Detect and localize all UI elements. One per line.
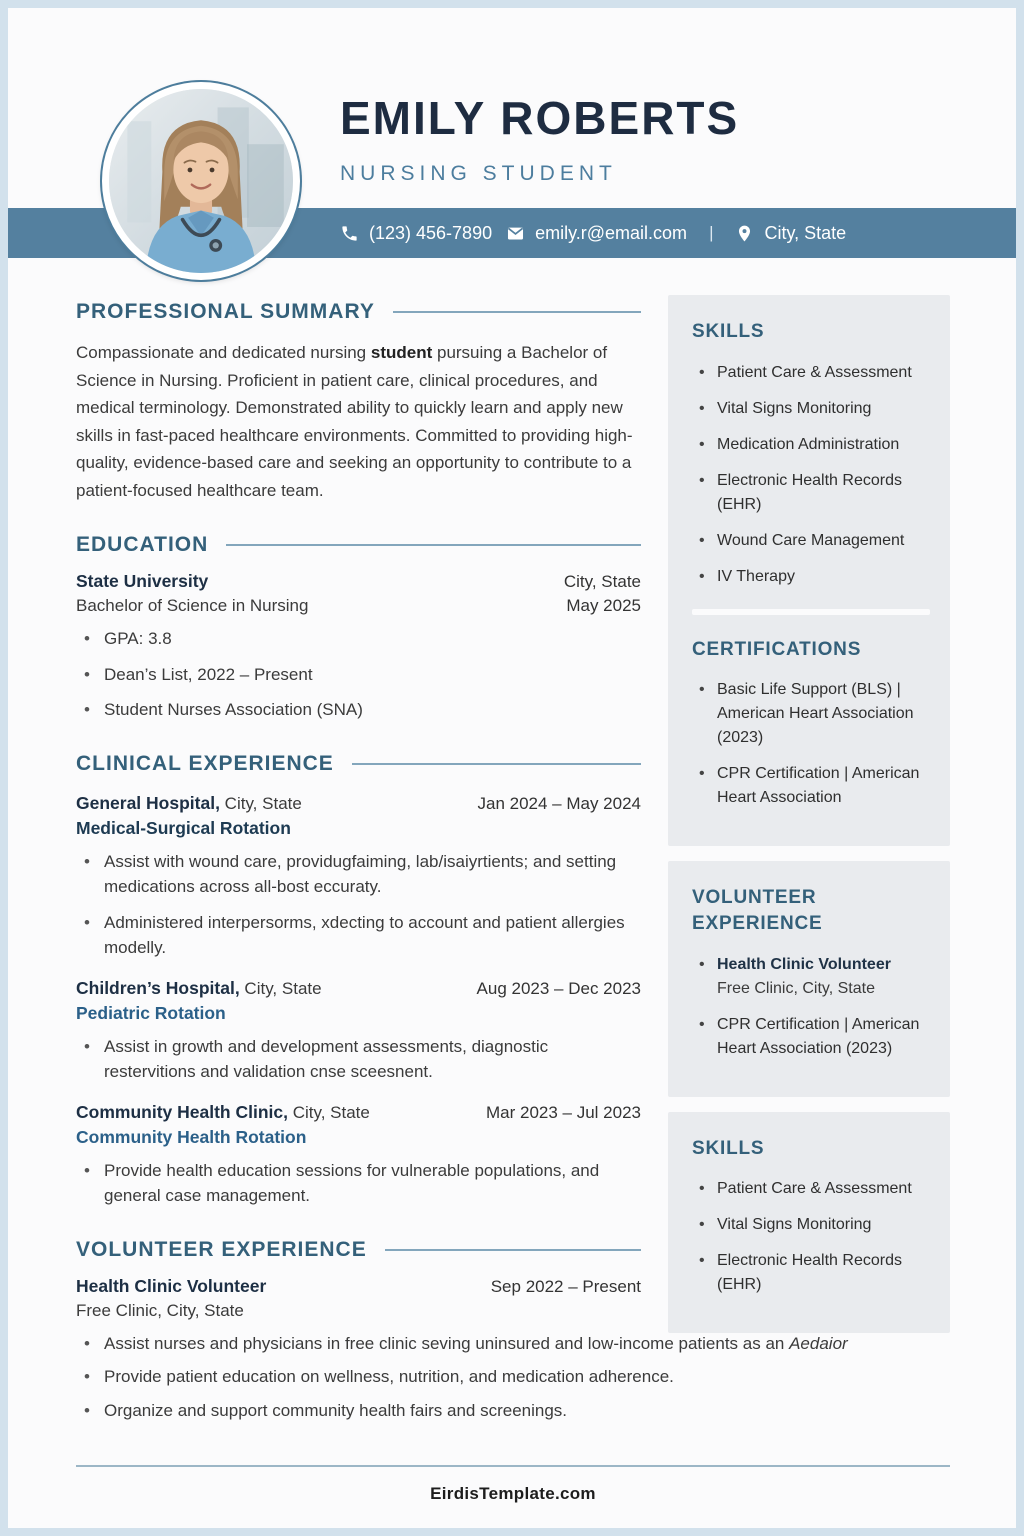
heading-rule <box>352 763 641 765</box>
sidebar-volunteer-item: • CPR Certification | American Heart Association (2023) <box>692 1013 930 1061</box>
heading-rule <box>393 311 641 313</box>
skill-item: • Vital Signs Monitoring <box>692 397 930 421</box>
entry-bullet-list <box>76 1158 641 1209</box>
entry-employer: Community Health Clinic, City, State <box>76 1101 370 1122</box>
education-date: May 2025 <box>566 596 641 616</box>
education-bullet-list <box>76 626 641 723</box>
education-school: State University <box>76 571 209 592</box>
skill-item: • Electronic Health Records (EHR) <box>692 1249 930 1297</box>
education-degree: Bachelor of Science in Nursing <box>76 596 309 616</box>
volunteer-dates: Sep 2022 – Present <box>490 1276 641 1296</box>
section-education <box>76 533 641 723</box>
skill-item: • Patient Care & Assessment <box>692 361 930 385</box>
email-address: emily.r@email.com <box>535 222 688 243</box>
sidebar <box>668 295 950 1348</box>
location-text: City, State <box>764 222 847 243</box>
skill-item: • Electronic Health Records (EHR) <box>692 469 930 517</box>
entry-role: Community Health Rotation <box>76 1126 307 1147</box>
entry-bullet-list <box>76 849 641 961</box>
heading-rule <box>226 544 641 546</box>
summary-paragraph: Compassionate and dedicated nursing student pursuing a Bachelor of Science in Nursing. Proficient in patient care, clinical procedures, and medical terminology. Demonstrated ability to quickly learn and apply new skills in fast-paced healthcare environments. Committed to providing high-quality, evidence-based care and seeking an opportunity to contribute to a patient-focused healthcare team. <box>76 343 633 500</box>
phone-icon <box>340 224 359 243</box>
volunteer-bullet: • Provide patient education on wellness, nutrition, and medication adherence. <box>76 1364 950 1390</box>
volunteer-role: Health Clinic Volunteer <box>76 1275 267 1296</box>
sidebar-volunteer-item: • Health Clinic Volunteer Free Clinic, City, State <box>692 953 930 1001</box>
skill-item: • IV Therapy <box>692 565 930 589</box>
clinical-bullet: • Assist with wound care, providugfaiming, lab/isaiyrtients; and setting medications across all-bost eccuraty. <box>76 849 641 900</box>
person-avatar-illustration <box>109 89 293 273</box>
volunteer-org: Free Clinic, City, State <box>76 1300 244 1320</box>
person-name: EMILY ROBERTS <box>340 92 740 144</box>
skill-item: • Medication Administration <box>692 433 930 457</box>
certification-item: • Basic Life Support (BLS) | American Heart Association (2023) <box>692 678 930 750</box>
contact-separator: | <box>709 223 714 242</box>
clinical-bullet: • Assist in growth and development assessments, diagnostic restervitions and validation cnse sceesnent. <box>76 1034 641 1085</box>
sidebar-volunteer-list <box>692 953 930 1061</box>
sidebar-divider <box>692 609 930 615</box>
entry-role: Medical-Surgical Rotation <box>76 817 291 838</box>
clinical-entry <box>76 793 641 961</box>
profile-photo <box>102 82 300 280</box>
sidebar-volunteer-heading: VOLUNTEER EXPERIENCE <box>692 887 823 934</box>
volunteer-bullet: • Assist nurses and physicians in free clinic seving uninsured and low-income patients as an Aedaior <box>76 1331 950 1357</box>
skills-bottom-heading: SKILLS <box>692 1137 765 1159</box>
certifications-heading: CERTIFICATIONS <box>692 638 862 660</box>
header-identity <box>340 94 739 186</box>
clinical-bullet: • Administered interpersorms, xdecting to account and patient allergies modelly. <box>76 910 641 961</box>
sidebar-box-skills-certifications <box>668 295 950 846</box>
entry-dates: Jan 2024 – May 2024 <box>477 793 641 813</box>
skills-list <box>692 361 930 589</box>
skills-heading: SKILLS <box>692 321 765 342</box>
summary-heading: PROFESSIONAL SUMMARY <box>76 300 375 323</box>
clinical-entry <box>76 978 641 1085</box>
education-heading: EDUCATION <box>76 533 209 557</box>
skill-item: • Wound Care Management <box>692 529 930 553</box>
skill-item: • Patient Care & Assessment <box>692 1177 930 1201</box>
entry-role: Pediatric Rotation <box>76 1002 226 1023</box>
email-icon <box>506 224 525 243</box>
certifications-list <box>692 678 930 810</box>
section-professional-summary <box>76 300 641 504</box>
entry-employer: General Hospital, City, State <box>76 792 302 813</box>
entry-bullet-list <box>76 1034 641 1085</box>
entry-dates: Mar 2023 – Jul 2023 <box>486 1102 641 1122</box>
location-pin-icon <box>735 224 754 243</box>
phone-contact <box>340 223 492 244</box>
skills-bottom-list <box>692 1177 930 1297</box>
volunteer-bullet: • Organize and support community health fairs and screenings. <box>76 1398 950 1424</box>
education-bullet: • GPA: 3.8 <box>76 626 641 652</box>
sidebar-box-skills-bottom <box>668 1112 950 1334</box>
phone-number: (123) 456-7890 <box>369 222 493 243</box>
clinical-bullet: • Provide health education sessions for vulnerable populations, and general case management. <box>76 1158 641 1209</box>
education-bullet: • Dean’s List, 2022 – Present <box>76 662 641 688</box>
clinical-heading: CLINICAL EXPERIENCE <box>76 751 334 775</box>
location-contact <box>735 223 846 244</box>
person-job-title: NURSING STUDENT <box>340 162 617 186</box>
email-contact <box>506 223 687 244</box>
heading-rule <box>385 1249 641 1251</box>
volunteer-heading: VOLUNTEER EXPERIENCE <box>76 1237 367 1261</box>
entry-employer: Children’s Hospital, City, State <box>76 977 322 998</box>
sidebar-box-volunteer <box>668 861 950 1096</box>
clinical-entry <box>76 1102 641 1209</box>
footer-site-name: EirdisTemplate.com <box>430 1484 596 1503</box>
skill-item: • Vital Signs Monitoring <box>692 1213 930 1237</box>
certification-item: • CPR Certification | American Heart Association <box>692 762 930 810</box>
education-location: City, State <box>563 572 641 592</box>
education-bullet: • Student Nurses Association (SNA) <box>76 697 641 723</box>
entry-dates: Aug 2023 – Dec 2023 <box>476 978 641 998</box>
footer <box>76 1465 950 1504</box>
section-clinical-experience <box>76 752 641 1209</box>
